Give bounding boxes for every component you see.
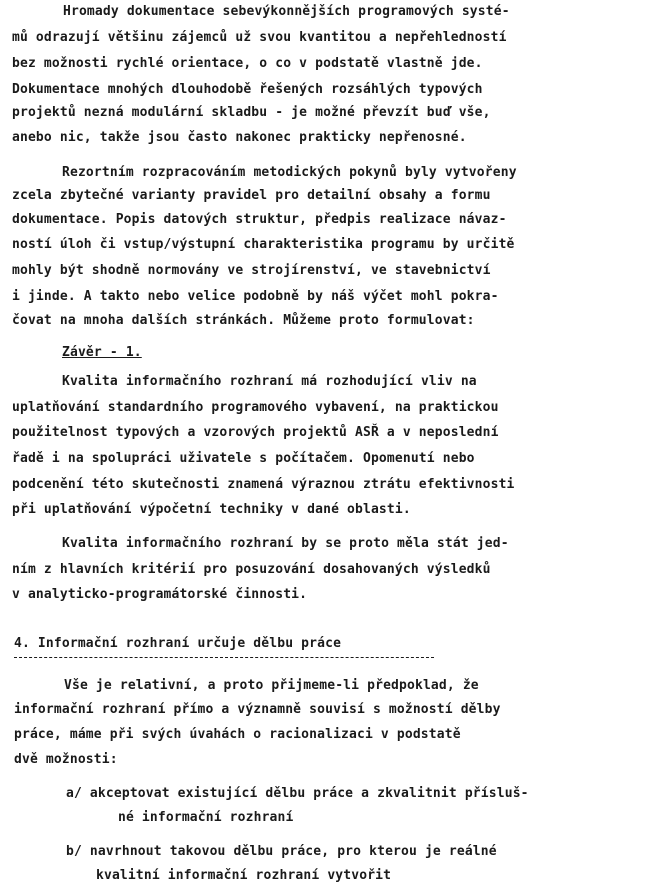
conclusion-heading: Závěr - 1. <box>62 345 142 360</box>
paragraph-2-line: Rezortním rozpracováním metodických pokynů byly vytvořeny <box>62 165 517 180</box>
option-b-line: b/ navrhnout takovou dělbu práce, pro kterou je reálné <box>66 844 497 859</box>
option-a-line: a/ akceptovat existující dělbu práce a zkvalitnit přísluš- <box>66 786 529 801</box>
paragraph-1-line: anebo nic, takže jsou často nakonec prakticky nepřenosné. <box>12 130 467 145</box>
paragraph-3-line: při uplatňování výpočetní techniky v dané oblasti. <box>12 502 411 517</box>
paragraph-5-line: Vše je relativní, a proto přijmeme-li předpoklad, že <box>64 678 479 693</box>
paragraph-3-line: podcenění této skutečnosti znamená výraznou ztrátu efektivnosti <box>12 477 515 492</box>
paragraph-5-line: dvě možnosti: <box>14 752 118 767</box>
paragraph-3-line: řadě i na spolupráci uživatele s počítačem. Opomenutí nebo <box>12 451 475 466</box>
section-heading: 4. Informační rozhraní určuje dělbu práce <box>14 636 342 651</box>
paragraph-5-line: práce, máme při svých úvahách o racionalizaci v podstatě <box>14 727 461 742</box>
paragraph-1-line: Hromady dokumentace sebevýkonnějších programových systé- <box>63 4 510 19</box>
option-b-line: kvalitní informační rozhraní vytvořit <box>96 868 392 883</box>
paragraph-1-line: projektů nezná modulární skladbu - je možné převzít buď vše, <box>12 105 491 120</box>
paragraph-4-line: v analyticko-programátorské činnosti. <box>12 587 308 602</box>
paragraph-5-line: informační rozhraní přímo a významně souvisí s možností dělby <box>14 702 501 717</box>
paragraph-2-line: dokumentace. Popis datových struktur, předpis realizace návaz- <box>12 212 507 227</box>
paragraph-1-line: Dokumentace mnohých dlouhodobě řešených rozsáhlých typových <box>12 82 483 97</box>
paragraph-3-line: použitelnost typových a vzorových projektů ASŘ a v neposlední <box>12 425 499 440</box>
paragraph-1-line: bez možnosti rychlé orientace, o co v podstatě vlastně jde. <box>12 56 483 71</box>
paragraph-2-line: i jinde. A takto nebo velice podobně by náš výčet mohl pokra- <box>12 289 499 304</box>
paragraph-2-line: zcela zbytečné varianty pravidel pro detailní obsahy a formu <box>12 188 491 203</box>
option-a-line: né informační rozhraní <box>118 810 294 825</box>
section-heading-rule <box>14 657 434 658</box>
paragraph-2-line: mohly být shodně normovány ve strojírenství, ve stavebnictví <box>12 263 491 278</box>
paragraph-3-line: Kvalita informačního rozhraní má rozhodující vliv na <box>62 374 477 389</box>
paragraph-2-line: ností úloh či vstup/výstupní charakteristika programu by určitě <box>12 237 515 252</box>
paragraph-4-line: Kvalita informačního rozhraní by se proto měla stát jed- <box>62 536 509 551</box>
paragraph-2-line: čovat na mnoha dalších stránkách. Můžeme proto formulovat: <box>12 313 475 328</box>
paragraph-3-line: uplatňování standardního programového vybavení, na praktickou <box>12 400 499 415</box>
paragraph-1-line: mů odrazují většinu zájemců už svou kvantitou a nepřehledností <box>12 30 507 45</box>
paragraph-4-line: ním z hlavních kritérií pro posuzování dosahovaných výsledků <box>12 562 491 577</box>
